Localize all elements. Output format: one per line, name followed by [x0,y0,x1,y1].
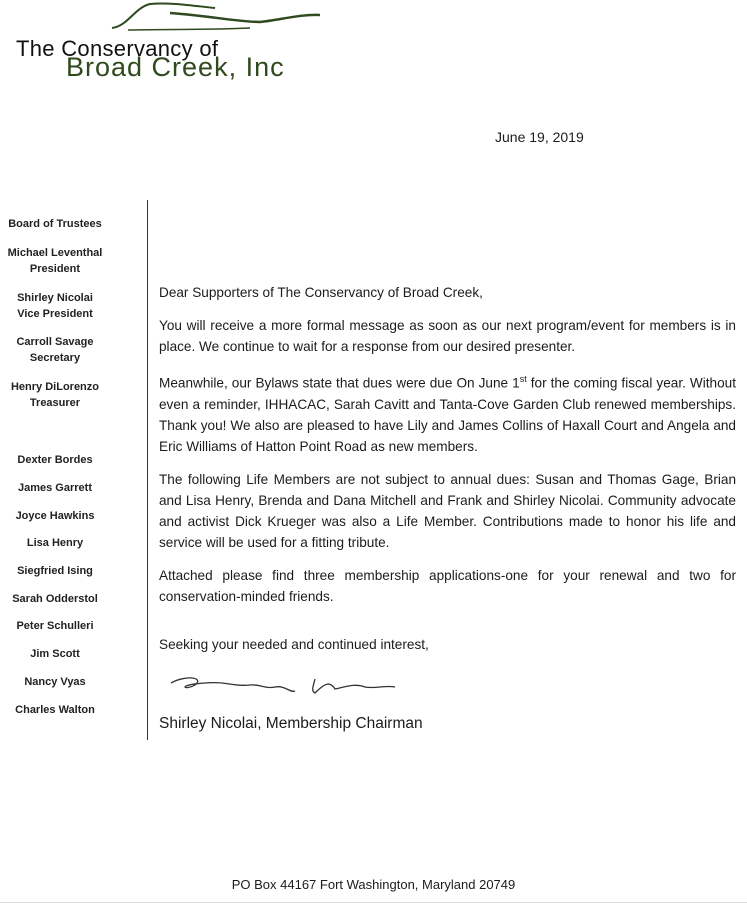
member-name: Dexter Bordes [17,454,93,466]
member-name: Sarah Odderstol [12,593,98,605]
salutation: Dear Supporters of The Conservancy of Broad Creek, [159,285,483,300]
signature [165,665,405,705]
signer-name: Shirley Nicolai, Membership Chairman [159,715,423,732]
paragraph-4: Attached please find three membership applications-one for your renewal and two for conservation-minded friends. [159,567,736,604]
sidebar-divider [147,200,148,740]
officer-role: Treasurer [29,397,81,409]
paragraph-1: You will receive a more formal message as soon as our next program/event for members is in place. We continue to wait for a response from our desired presenter. [159,318,736,354]
logo-line-2: Broad Creek, Inc [66,52,285,82]
paragraph-2 [159,369,736,457]
ordinal-suffix: st [519,374,527,384]
member-name: James Garrett [18,482,92,494]
member-name: Jim Scott [30,648,80,660]
board-title: Board of Trustees [8,218,102,230]
closing: Seeking your needed and continued interest, [159,637,429,652]
officer [0,290,110,322]
logo-line-1: The Conservancy of [16,36,219,61]
officer-role: Secretary [29,352,81,364]
member-name: Charles Walton [15,704,95,716]
paragraph-2-end: for the coming fiscal year. Without even a reminder, IHHACAC, Sarah Cavitt and Tanta-Cove Garden Club renewed memberships. Thank you! We also are pleased to have Lily and James Collins of Haxall Court and Angela and Eric Williams of Hatton Point Road as new members. [159,375,736,454]
officer-role: President [29,263,81,275]
officer-role: Vice President [17,308,93,320]
officer [0,245,110,277]
officer-name: Michael Leventhal [7,247,103,259]
page-edge [0,902,747,903]
paragraph-2-start: Meanwhile, our Bylaws state that dues were due On June 1 [159,375,520,391]
member-name: Joyce Hawkins [15,510,95,522]
member-name: Nancy Vyas [24,676,86,688]
paragraph-3: The following Life Members are not subject to annual dues: Susan and Thomas Gage, Brian and Lisa Henry, Brenda and Dana Mitchell and Frank and Shirley Nicolai. Community advocate and activist Dick Krueger was also a Life Member. Contributions made to honor his life and service will be used for a fitting tribute. [159,471,736,550]
officer-name: Shirley Nicolai [17,292,93,304]
officer [0,334,110,366]
member-name: Peter Schulleri [16,620,94,632]
logo [10,0,410,85]
creek-swoosh-icon [10,0,410,40]
officer [0,379,110,411]
officer-name: Carroll Savage [16,336,94,348]
member-name: Siegfried Ising [17,565,93,577]
footer-address: PO Box 44167 Fort Washington, Maryland 20749 [231,877,516,892]
letter-body [159,282,736,619]
member-name: Lisa Henry [26,537,84,549]
letter-date: June 19, 2019 [495,129,584,145]
officer-name: Henry DiLorenzo [10,381,99,393]
